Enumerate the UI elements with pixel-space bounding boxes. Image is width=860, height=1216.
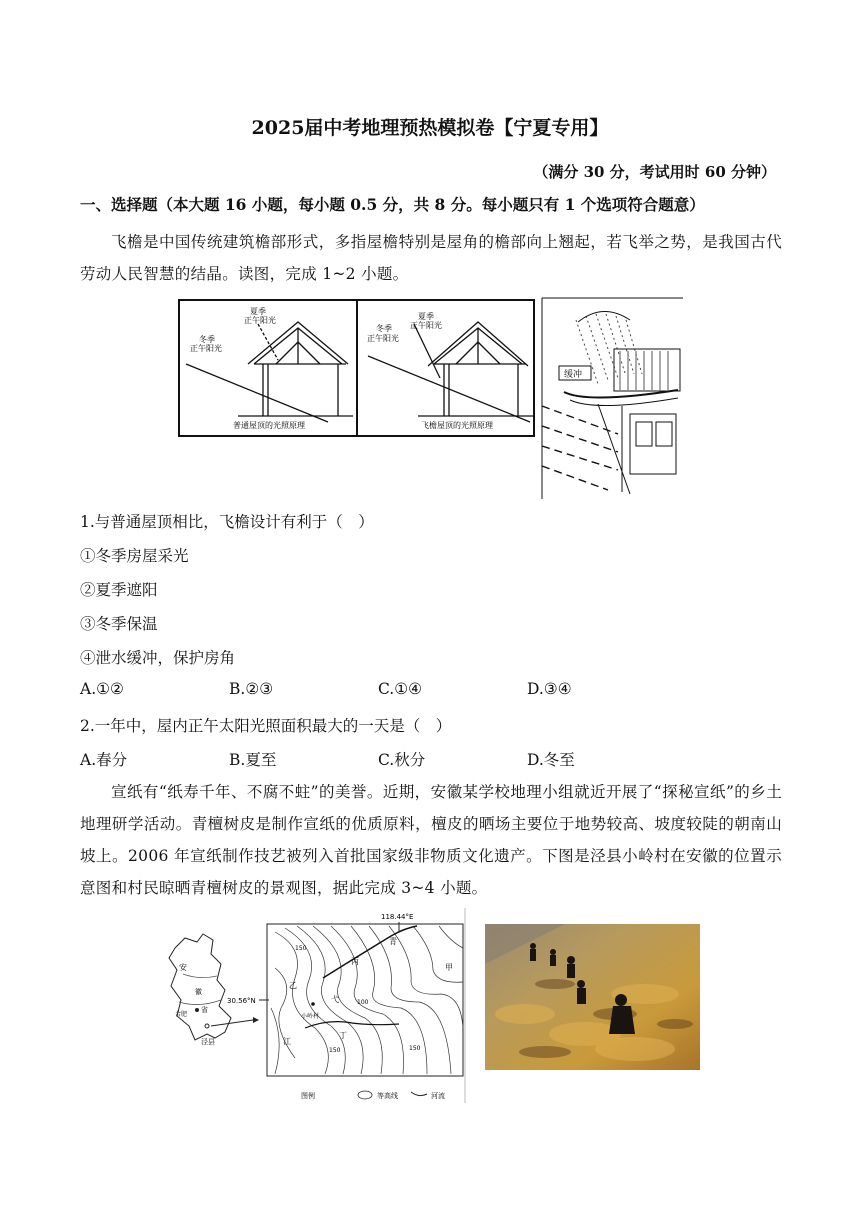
contour-150-b: 150 bbox=[329, 1047, 341, 1054]
winter-label-left-2: 正午阳光 bbox=[190, 344, 222, 353]
legend-river: 河流 bbox=[431, 1092, 445, 1100]
q2-option-d[interactable]: D.冬至 bbox=[527, 751, 575, 769]
q2-option-c[interactable]: C.秋分 bbox=[378, 751, 426, 769]
bark-drying-photo bbox=[485, 924, 700, 1070]
q1-item-2: ②夏季遮阳 bbox=[80, 581, 158, 599]
eave-lighting-figure bbox=[178, 294, 683, 499]
place-ding: 丁 bbox=[339, 1031, 347, 1040]
summer-label-left-1: 夏季 bbox=[250, 307, 266, 316]
question-1-stem: 1.与普通屋顶相比，飞檐设计有利于（ ） bbox=[80, 513, 374, 531]
contour-150-a: 150 bbox=[295, 945, 307, 952]
place-qing: 青 bbox=[389, 937, 397, 946]
legend-contour: 等高线 bbox=[377, 1092, 398, 1100]
place-jia: 甲 bbox=[445, 963, 453, 972]
caption-right: 飞檐屋顶的光照原理 bbox=[421, 421, 493, 430]
city-hefei: 合肥 bbox=[175, 1011, 188, 1018]
county-jingxian: 泾县 bbox=[201, 1038, 215, 1046]
q1-item-1: ①冬季房屋采光 bbox=[80, 547, 189, 565]
q1-item-4: ④泄水缓冲，保护房角 bbox=[80, 649, 236, 667]
place-jiang: 江 bbox=[283, 1037, 291, 1046]
q2-option-b[interactable]: B.夏至 bbox=[229, 751, 277, 769]
q1-item-3: ③冬季保温 bbox=[80, 615, 158, 633]
exam-subtitle: （满分 30 分，考试用时 60 分钟） bbox=[533, 163, 776, 181]
question-2-stem: 2.一年中，屋内正午太阳光照面积最大的一天是（ ） bbox=[80, 717, 452, 735]
q1-option-d[interactable]: D.③④ bbox=[527, 680, 572, 698]
place-bing: 丙 bbox=[351, 957, 359, 966]
province-char-1: 安 bbox=[179, 963, 187, 972]
caption-left: 普通屋顶的光照原理 bbox=[233, 421, 305, 430]
place-yi-2: 弋 bbox=[331, 995, 339, 1004]
q1-option-a[interactable]: A.①② bbox=[80, 680, 124, 698]
latitude-label: 30.56°N bbox=[227, 997, 256, 1005]
buffer-label: 缓冲 bbox=[564, 370, 583, 380]
winter-label-left-1: 冬季 bbox=[199, 335, 215, 344]
contour-150-c: 150 bbox=[409, 1045, 421, 1052]
province-char-2: 徽 bbox=[195, 988, 202, 996]
river-legend-icon bbox=[411, 1092, 427, 1096]
section-heading: 一、选择题（本大题 16 小题，每小题 0.5 分，共 8 分。每小题只有 1 个选项符合题意） bbox=[80, 195, 705, 214]
summer-label-left-2: 正午阳光 bbox=[244, 316, 276, 325]
winter-label-right-2: 正午阳光 bbox=[367, 334, 399, 343]
contour-100: 100 bbox=[357, 999, 369, 1006]
q1-option-c[interactable]: C.①④ bbox=[378, 680, 423, 698]
q1-option-b[interactable]: B.②③ bbox=[229, 680, 274, 698]
contour-legend-icon bbox=[358, 1091, 372, 1099]
q2-option-a[interactable]: A.春分 bbox=[80, 751, 128, 769]
longitude-label: 118.44°E bbox=[381, 913, 414, 921]
page-title: 2025届中考地理预热模拟卷【宁夏专用】 bbox=[251, 117, 609, 139]
intro-paragraph-1: 飞檐是中国传统建筑檐部形式，多指屋檐特别是屋角的檐部向上翘起，若飞举之势，是我国古代劳动人民智慧的结晶。读图，完成 1~2 小题。 bbox=[80, 233, 782, 283]
province-char-3: 省 bbox=[201, 1006, 208, 1014]
legend-title: 图例 bbox=[301, 1092, 315, 1100]
village-label: 小岭村 bbox=[301, 1013, 320, 1020]
place-yi: 乙 bbox=[289, 981, 297, 990]
summer-label-right-1: 夏季 bbox=[418, 312, 434, 321]
location-map-figure bbox=[155, 908, 470, 1108]
summer-label-right-2: 正午阳光 bbox=[410, 321, 442, 330]
intro-paragraph-2: 宣纸有“纸寿千年、不腐不蛀”的美誉。近期，安徽某学校地理小组就近开展了“探秘宣纸”的乡土地理研学活动。青檀树皮是制作宣纸的优质原料，檀皮的晒场主要位于地势较高、坡度较陡的朝南山坡上。2006 年宣纸制作技艺被列入首批国家级非物质文化遗产。下图是泾县小岭村在安徽的位置示意图和村民晾晒青檀树皮的景观图，据此完成 3~4 小题。 bbox=[80, 783, 782, 897]
winter-label-right-1: 冬季 bbox=[376, 324, 392, 333]
